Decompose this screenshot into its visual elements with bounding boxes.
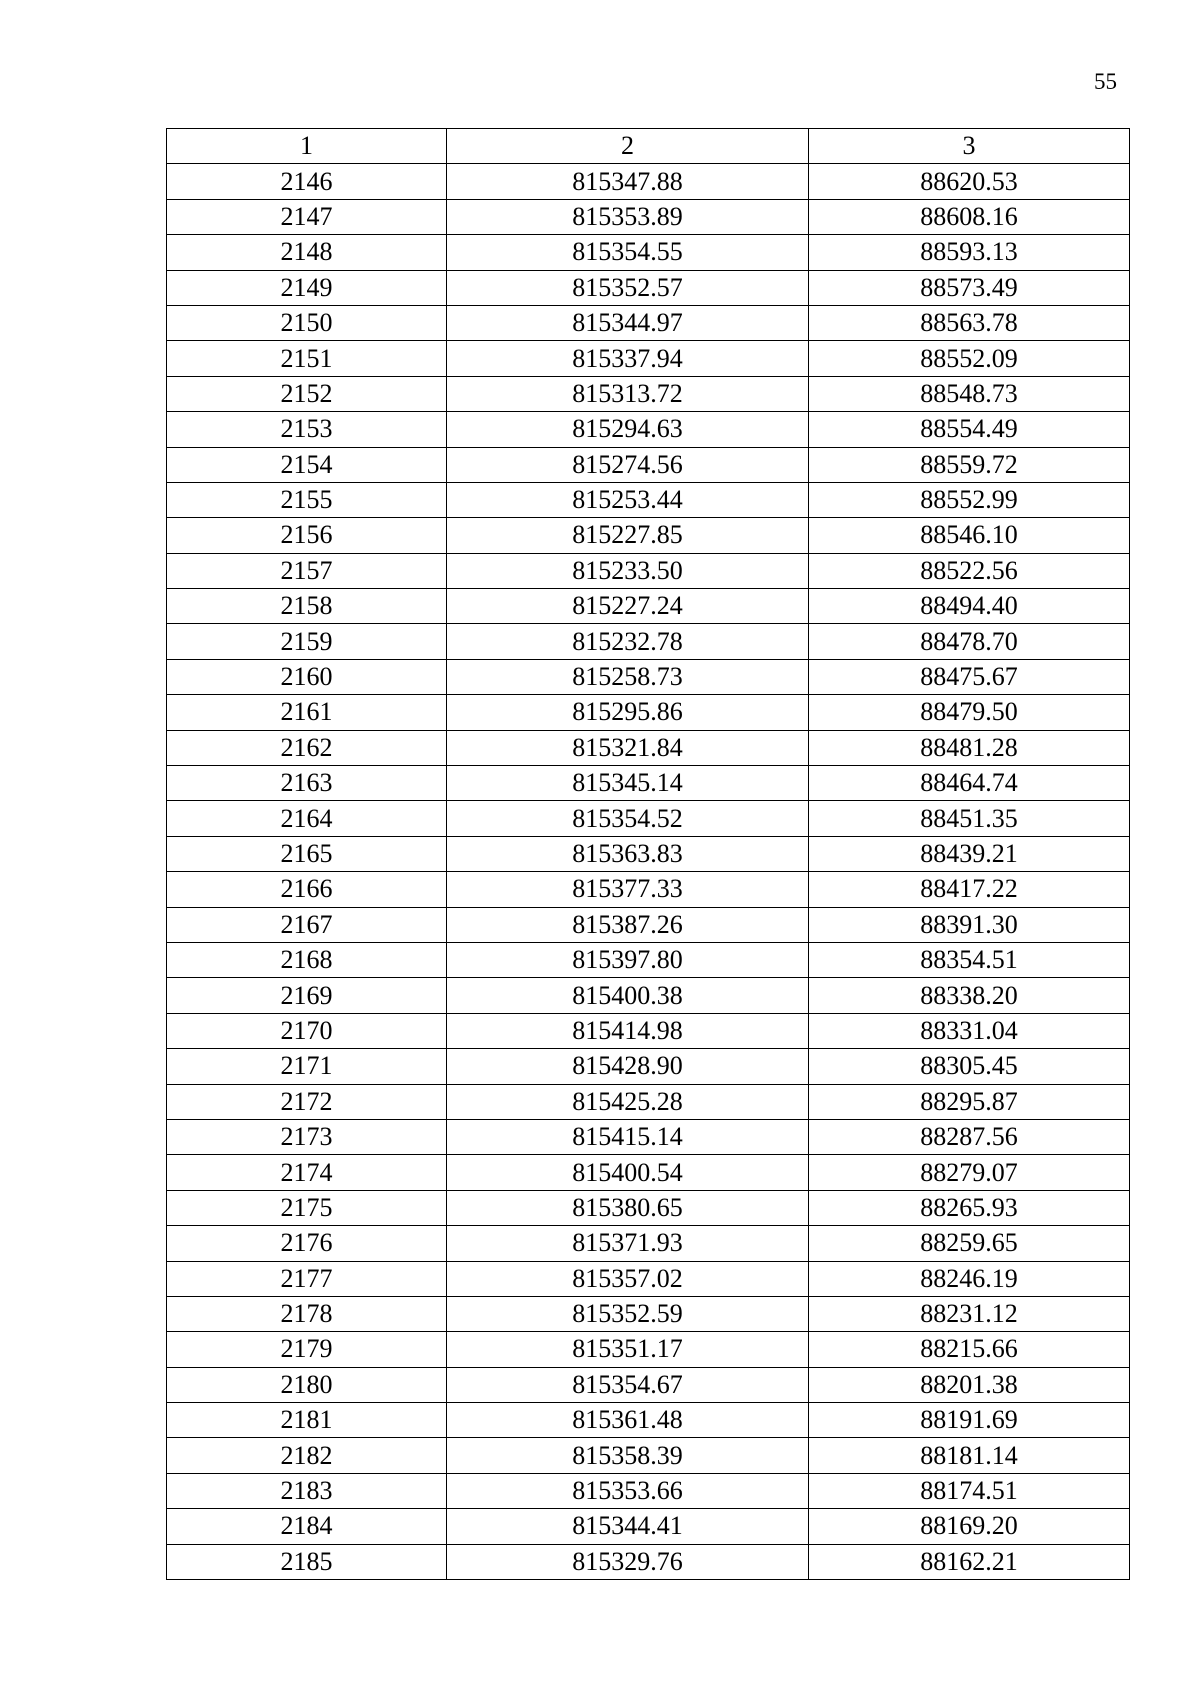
table-row [167,659,1130,694]
x-coordinate-cell: 815321.84 [447,730,809,765]
point-number-cell: 2150 [167,305,447,340]
y-coordinate-cell: 88559.72 [809,447,1130,482]
y-coordinate-cell: 88563.78 [809,305,1130,340]
table-row [167,1261,1130,1296]
point-number-cell: 2180 [167,1367,447,1402]
y-coordinate-cell: 88593.13 [809,235,1130,270]
table-row [167,1084,1130,1119]
table-row [167,1544,1130,1579]
point-number-cell: 2173 [167,1119,447,1154]
table-row [167,801,1130,836]
table-row [167,270,1130,305]
point-number-cell: 2160 [167,659,447,694]
x-coordinate-cell: 815337.94 [447,341,809,376]
point-number-cell: 2159 [167,624,447,659]
table-row [167,730,1130,765]
table-row [167,1013,1130,1048]
y-coordinate-cell: 88546.10 [809,518,1130,553]
y-coordinate-cell: 88391.30 [809,907,1130,942]
x-coordinate-cell: 815428.90 [447,1049,809,1084]
table-row [167,872,1130,907]
point-number-cell: 2171 [167,1049,447,1084]
table-row [167,341,1130,376]
point-number-cell: 2158 [167,589,447,624]
x-coordinate-cell: 815295.86 [447,695,809,730]
point-number-cell: 2164 [167,801,447,836]
y-coordinate-cell: 88181.14 [809,1438,1130,1473]
y-coordinate-cell: 88354.51 [809,942,1130,977]
y-coordinate-cell: 88552.99 [809,482,1130,517]
point-number-cell: 2157 [167,553,447,588]
y-coordinate-cell: 88338.20 [809,978,1130,1013]
table-row [167,1509,1130,1544]
point-number-cell: 2161 [167,695,447,730]
y-coordinate-cell: 88479.50 [809,695,1130,730]
x-coordinate-cell: 815329.76 [447,1544,809,1579]
x-coordinate-cell: 815357.02 [447,1261,809,1296]
x-coordinate-cell: 815361.48 [447,1403,809,1438]
table-row [167,1403,1130,1438]
point-number-cell: 2172 [167,1084,447,1119]
x-coordinate-cell: 815313.72 [447,376,809,411]
table-row [167,199,1130,234]
y-coordinate-cell: 88331.04 [809,1013,1130,1048]
x-coordinate-cell: 815352.57 [447,270,809,305]
point-number-cell: 2151 [167,341,447,376]
coordinates-table [166,128,1130,1580]
x-coordinate-cell: 815227.85 [447,518,809,553]
y-coordinate-cell: 88259.65 [809,1226,1130,1261]
table-row [167,1155,1130,1190]
point-number-cell: 2181 [167,1403,447,1438]
x-coordinate-cell: 815274.56 [447,447,809,482]
x-coordinate-cell: 815345.14 [447,766,809,801]
x-coordinate-cell: 815353.66 [447,1473,809,1508]
point-number-cell: 2153 [167,412,447,447]
x-coordinate-cell: 815397.80 [447,942,809,977]
y-coordinate-cell: 88554.49 [809,412,1130,447]
point-number-cell: 2170 [167,1013,447,1048]
point-number-cell: 2154 [167,447,447,482]
table-row [167,1119,1130,1154]
point-number-cell: 2167 [167,907,447,942]
point-number-cell: 2155 [167,482,447,517]
table-row [167,589,1130,624]
point-number-cell: 2174 [167,1155,447,1190]
x-coordinate-cell: 815425.28 [447,1084,809,1119]
table-body [167,164,1130,1580]
y-coordinate-cell: 88478.70 [809,624,1130,659]
table-row [167,907,1130,942]
table-row [167,164,1130,199]
y-coordinate-cell: 88287.56 [809,1119,1130,1154]
x-coordinate-cell: 815400.54 [447,1155,809,1190]
point-number-cell: 2178 [167,1296,447,1331]
x-coordinate-cell: 815414.98 [447,1013,809,1048]
x-coordinate-cell: 815358.39 [447,1438,809,1473]
point-number-cell: 2183 [167,1473,447,1508]
y-coordinate-cell: 88162.21 [809,1544,1130,1579]
x-coordinate-cell: 815354.67 [447,1367,809,1402]
y-coordinate-cell: 88174.51 [809,1473,1130,1508]
x-coordinate-cell: 815351.17 [447,1332,809,1367]
point-number-cell: 2156 [167,518,447,553]
table-row [167,1473,1130,1508]
x-coordinate-cell: 815233.50 [447,553,809,588]
x-coordinate-cell: 815353.89 [447,199,809,234]
column-header-2: 2 [447,129,809,164]
x-coordinate-cell: 815344.97 [447,305,809,340]
y-coordinate-cell: 88475.67 [809,659,1130,694]
table-row [167,305,1130,340]
y-coordinate-cell: 88265.93 [809,1190,1130,1225]
table-row [167,376,1130,411]
x-coordinate-cell: 815352.59 [447,1296,809,1331]
point-number-cell: 2176 [167,1226,447,1261]
y-coordinate-cell: 88548.73 [809,376,1130,411]
y-coordinate-cell: 88552.09 [809,341,1130,376]
table-row [167,235,1130,270]
y-coordinate-cell: 88231.12 [809,1296,1130,1331]
y-coordinate-cell: 88215.66 [809,1332,1130,1367]
table-row [167,482,1130,517]
x-coordinate-cell: 815380.65 [447,1190,809,1225]
table-row [167,1332,1130,1367]
y-coordinate-cell: 88201.38 [809,1367,1130,1402]
point-number-cell: 2165 [167,836,447,871]
x-coordinate-cell: 815294.63 [447,412,809,447]
y-coordinate-cell: 88417.22 [809,872,1130,907]
table-row [167,1296,1130,1331]
x-coordinate-cell: 815232.78 [447,624,809,659]
table-row [167,553,1130,588]
column-header-1: 1 [167,129,447,164]
y-coordinate-cell: 88191.69 [809,1403,1130,1438]
point-number-cell: 2149 [167,270,447,305]
x-coordinate-cell: 815371.93 [447,1226,809,1261]
table-row [167,1049,1130,1084]
y-coordinate-cell: 88305.45 [809,1049,1130,1084]
table-row [167,1226,1130,1261]
point-number-cell: 2152 [167,376,447,411]
x-coordinate-cell: 815354.55 [447,235,809,270]
table-row [167,978,1130,1013]
y-coordinate-cell: 88494.40 [809,589,1130,624]
y-coordinate-cell: 88620.53 [809,164,1130,199]
point-number-cell: 2163 [167,766,447,801]
x-coordinate-cell: 815227.24 [447,589,809,624]
table-row [167,447,1130,482]
x-coordinate-cell: 815354.52 [447,801,809,836]
point-number-cell: 2185 [167,1544,447,1579]
point-number-cell: 2166 [167,872,447,907]
y-coordinate-cell: 88295.87 [809,1084,1130,1119]
table-row [167,1190,1130,1225]
y-coordinate-cell: 88169.20 [809,1509,1130,1544]
x-coordinate-cell: 815253.44 [447,482,809,517]
x-coordinate-cell: 815344.41 [447,1509,809,1544]
x-coordinate-cell: 815363.83 [447,836,809,871]
y-coordinate-cell: 88481.28 [809,730,1130,765]
y-coordinate-cell: 88451.35 [809,801,1130,836]
table-row [167,942,1130,977]
y-coordinate-cell: 88522.56 [809,553,1130,588]
x-coordinate-cell: 815377.33 [447,872,809,907]
point-number-cell: 2182 [167,1438,447,1473]
y-coordinate-cell: 88608.16 [809,199,1130,234]
point-number-cell: 2184 [167,1509,447,1544]
point-number-cell: 2177 [167,1261,447,1296]
y-coordinate-cell: 88279.07 [809,1155,1130,1190]
table-row [167,518,1130,553]
x-coordinate-cell: 815258.73 [447,659,809,694]
x-coordinate-cell: 815400.38 [447,978,809,1013]
x-coordinate-cell: 815347.88 [447,164,809,199]
table-row [167,836,1130,871]
page-number: 55 [1094,69,1117,94]
point-number-cell: 2147 [167,199,447,234]
point-number-cell: 2175 [167,1190,447,1225]
y-coordinate-cell: 88246.19 [809,1261,1130,1296]
point-number-cell: 2162 [167,730,447,765]
table-row [167,766,1130,801]
table-row [167,1438,1130,1473]
y-coordinate-cell: 88573.49 [809,270,1130,305]
y-coordinate-cell: 88464.74 [809,766,1130,801]
x-coordinate-cell: 815415.14 [447,1119,809,1154]
point-number-cell: 2169 [167,978,447,1013]
point-number-cell: 2179 [167,1332,447,1367]
point-number-cell: 2168 [167,942,447,977]
point-number-cell: 2146 [167,164,447,199]
table-header-row [167,129,1130,164]
x-coordinate-cell: 815387.26 [447,907,809,942]
column-header-3: 3 [809,129,1130,164]
table-row [167,624,1130,659]
table-row [167,695,1130,730]
y-coordinate-cell: 88439.21 [809,836,1130,871]
table-row [167,412,1130,447]
table-row [167,1367,1130,1402]
point-number-cell: 2148 [167,235,447,270]
